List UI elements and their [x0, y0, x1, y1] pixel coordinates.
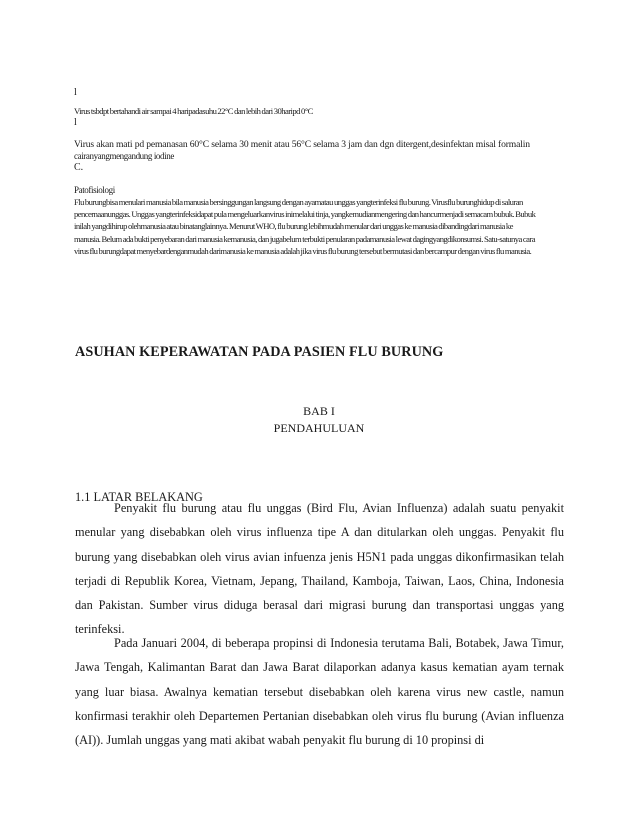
patofisiologi-line: pencernaanunggas. Unggas yangterinfeksidapat pula mengeluarkanvirus inimelalui tinja, yangkemudianmengering dan hancurmenjadi semacam bubuk. Bubuk: [74, 209, 536, 220]
paragraph-1: Penyakit flu burung atau flu unggas (Bird Flu, Avian Influenza) adalah suatu penyakit menular yang disebabkan oleh virus influenza tipe A dan ditularkan oleh unggas. Penyakit flu burung yang disebabkan oleh virus avian infuenza jenis H5N1 pada unggas dikonfirmasikan telah terjadi di Republik Korea, Vietnam, Jepang, Thailand, Kamboja, Taiwan, Laos, China, Indonesia dan Pakistan. Sumber virus diduga berasal dari migrasi burung dan transportasi unggas yang terinfeksi.: [75, 501, 564, 637]
note-virus-mati-line-2: cairanyangmengandung iodine: [74, 151, 174, 161]
section-heading: 1.1 LATAR BELAKANG: [75, 490, 203, 504]
patofisiologi-block: [74, 196, 574, 257]
chapter-number: BAB I: [303, 404, 335, 418]
note-virus-air: Virus tsbdpt bertahandi air sampai 4 haripadasuhu 22°C dan lebih dari 30haripd 0°C: [74, 106, 313, 116]
document-title: ASUHAN KEPERAWATAN PADA PASIEN FLU BURUNG: [75, 344, 444, 360]
note-mark-2: l: [74, 117, 77, 128]
note-virus-mati-line-1: Virus akan mati pd pemanasan 60°C selama 30 menit atau 56°C selama 3 jam dan dgn ditergent,desinfektan misal formalin: [74, 139, 530, 150]
paragraph-2: Pada Januari 2004, di beberapa propinsi di Indonesia terutama Bali, Botabek, Jawa Timur, Jawa Tengah, Kalimantan Barat dan Jawa Barat dilaporkan adanya kasus kematian ayam ternak yang luar biasa. Awalnya kematian tersebut disebabkan oleh karena virus new castle, namun konfirmasi terakhir oleh Departemen Pertanian disebabkan oleh virus flu burung (Avian influenza (AI)). Jumlah unggas yang mati akibat wabah penyakit flu burung di 10 propinsi di: [75, 636, 564, 748]
patofisiologi-line: manusia. Belum ada bukti penyebaran dari manusia kemanusia, dan jugabelum terbukti penularan padamanusia lewat dagingyangdikonsumsi. Satu-satunya cara: [74, 233, 536, 244]
patofisiologi-line: inilah yangdihirup olehmanusia atau binatanglainnya. Menurut WHO, flu burung lebihmudah menular dari unggas ke manusia dibandingdari manusia ke: [74, 221, 513, 232]
patofisiologi-line: Flu burungbisa menulari manusia bila manusia bersinggungan langsung dengan ayamatau unggas yangterinfeksi flu burung. Virusflu burunghidup di saluran: [74, 197, 523, 207]
patofisiologi-line: virus flu burungdapat menyebardenganmudah darimanusia ke manusia adalah jika virus flu burung tersebut bermutasi dan bercampur dengan virus flu manusia.: [74, 245, 532, 256]
patofisiologi-label: Patofisiologi: [74, 185, 115, 195]
chapter-title: PENDAHULUAN: [273, 421, 365, 435]
note-mark-1: l: [74, 87, 77, 98]
note-mark-c: C.: [74, 162, 84, 173]
